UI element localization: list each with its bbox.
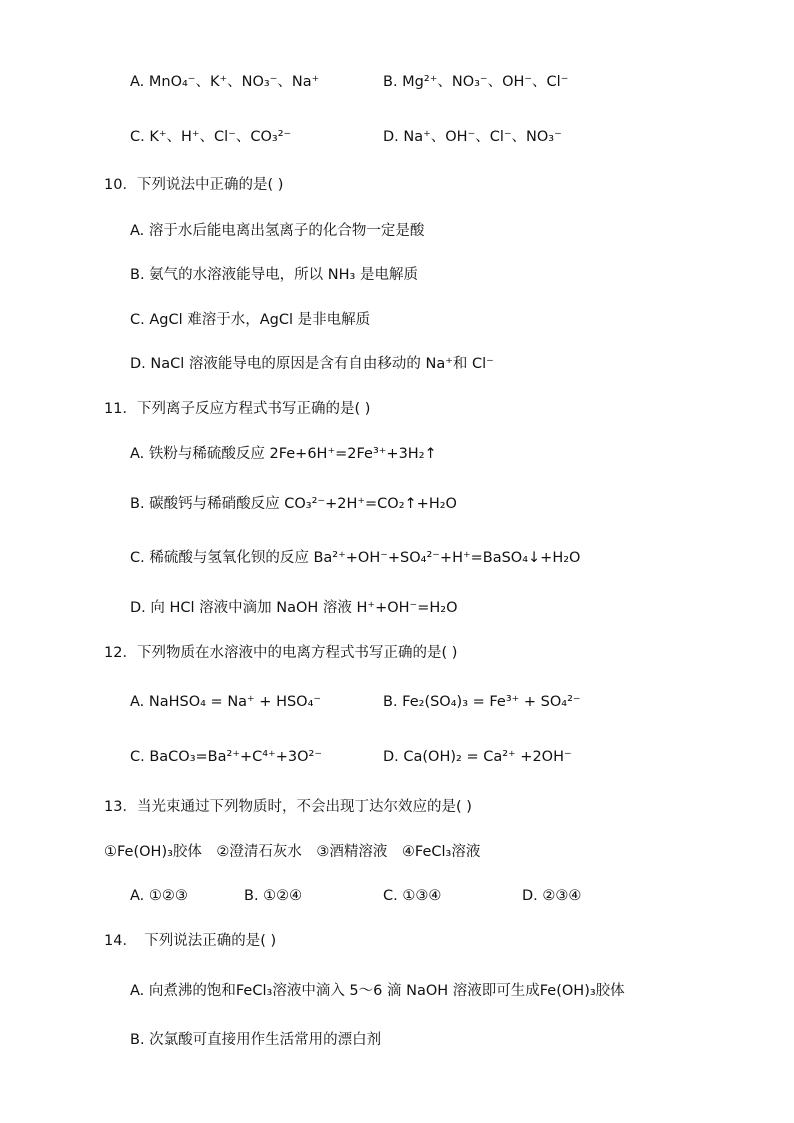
q9-option-b: B. Mg²⁺、NO₃⁻、OH⁻、Cl⁻ (383, 74, 569, 90)
q11-option-d: D. 向 HCl 溶液中滴加 NaOH 溶液 H⁺+OH⁻=H₂O (130, 600, 458, 616)
q12-option-c: C. BaCO₃=Ba²⁺+C⁴⁺+3O²⁻ (130, 749, 322, 765)
q13-item-list: ①Fe(OH)₃胶体 ②澄清石灰水 ③酒精溶液 ④FeCl₃溶液 (104, 844, 481, 860)
q10-option-a: A. 溶于水后能电离出氢离子的化合物一定是酸 (130, 223, 425, 239)
q11-option-c: C. 稀硫酸与氢氧化钡的反应 Ba²⁺+OH⁻+SO₄²⁻+H⁺=BaSO₄↓+H₂O (130, 550, 581, 566)
q12-stem: 12．下列物质在水溶液中的电离方程式书写正确的是( ) (104, 645, 458, 661)
q14-option-a: A. 向煮沸的饱和FeCl₃溶液中滴入 5～6 滴 NaOH 溶液即可生成Fe(OH)₃胶体 (130, 983, 625, 999)
q11-option-a: A. 铁粉与稀硫酸反应 2Fe+6H⁺=2Fe³⁺+3H₂↑ (130, 446, 437, 462)
q13-option-c: C. ①③④ (383, 888, 442, 904)
q13-option-b: B. ①②④ (244, 888, 303, 904)
q12-option-d: D. Ca(OH)₂ = Ca²⁺ +2OH⁻ (383, 749, 572, 765)
q13-stem: 13．当光束通过下列物质时，不会出现丁达尔效应的是( ) (104, 799, 472, 815)
q11-option-b: B. 碳酸钙与稀硝酸反应 CO₃²⁻+2H⁺=CO₂↑+H₂O (130, 496, 457, 512)
q13-option-a: A. ①②③ (130, 888, 188, 904)
q11-stem: 11．下列离子反应方程式书写正确的是( ) (104, 401, 371, 417)
q12-option-a: A. NaHSO₄ = Na⁺ + HSO₄⁻ (130, 694, 322, 710)
q14-stem: 14． 下列说法正确的是( ) (104, 933, 277, 949)
q9-option-c: C. K⁺、H⁺、Cl⁻、CO₃²⁻ (130, 129, 292, 145)
q10-option-d: D. NaCl 溶液能导电的原因是含有自由移动的 Na⁺和 Cl⁻ (130, 356, 494, 372)
q12-option-b: B. Fe₂(SO₄)₃ = Fe³⁺ + SO₄²⁻ (383, 694, 581, 710)
q10-option-c: C. AgCl 难溶于水，AgCl 是非电解质 (130, 312, 371, 328)
q13-option-d: D. ②③④ (522, 888, 582, 904)
q10-option-b: B. 氨气的水溶液能导电，所以 NH₃ 是电解质 (130, 267, 418, 283)
q9-option-d: D. Na⁺、OH⁻、Cl⁻、NO₃⁻ (383, 129, 562, 145)
q14-option-b: B. 次氯酸可直接用作生活常用的漂白剂 (130, 1032, 382, 1048)
q10-stem: 10．下列说法中正确的是( ) (104, 177, 284, 193)
q9-option-a: A. MnO₄⁻、K⁺、NO₃⁻、Na⁺ (130, 74, 320, 90)
